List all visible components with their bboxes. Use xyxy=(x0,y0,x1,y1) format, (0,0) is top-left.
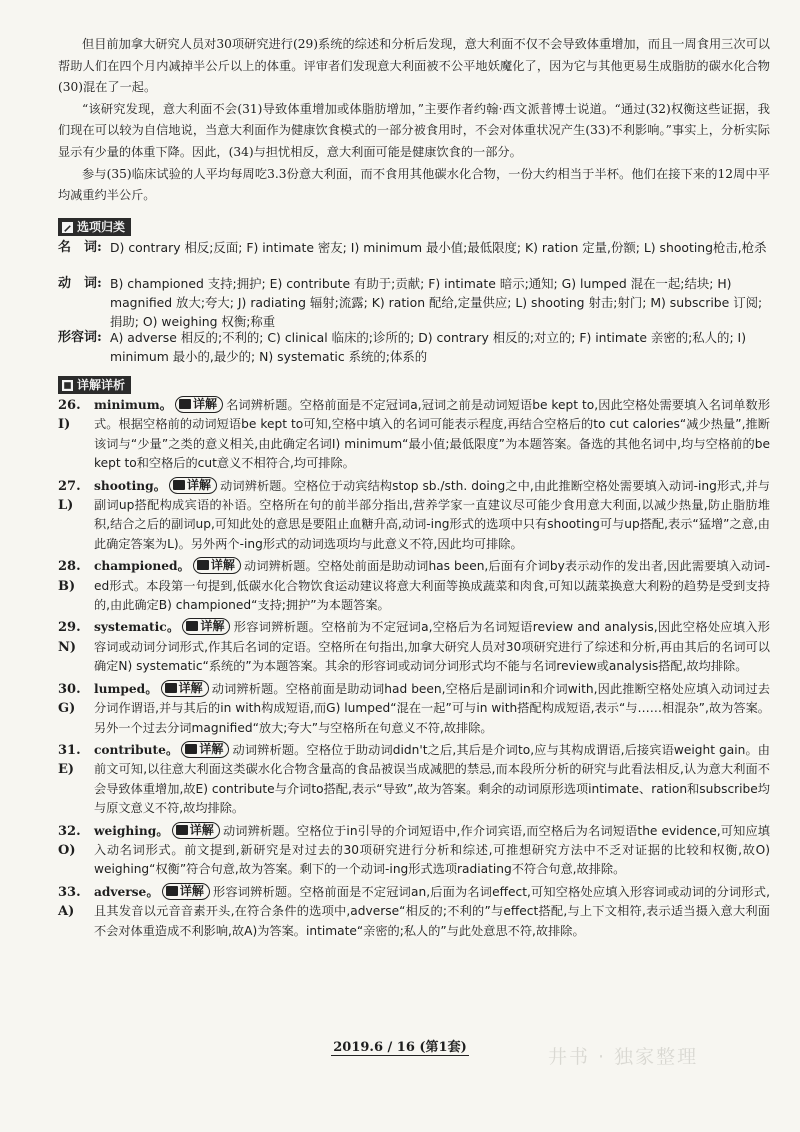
folder-icon xyxy=(176,825,188,835)
answer-word: contribute。 xyxy=(94,742,179,757)
answer-explanation: 动词辨析题。空格位于助动词didn't之后,其后是介词to,应与其构成谓语,后接宾语weight gain。由前文可知,以往意大利面这类碳水化合物含量高的食品被误当成减肥的禁忌,而本段所分析的研究与此看法相反,认为意大利面不会导致体重增加,故E) contribute与介词to搭配,表示“导致”,故为答案。剩余的动词原形选项intimate、ration和subscribe均与原文意义不符,故均排除。 xyxy=(94,742,770,816)
explain-tag: 详解 xyxy=(162,883,210,900)
explain-tag: 详解 xyxy=(169,477,217,494)
answer-explanation: 形容词辨析题。空格前为不定冠词a,空格后为名词短语review and analysis,因此空格处应填入形容词或动词分词形式,作其后名词的定语。空格所在句指出,加拿大研究人员对30项研究进行了综述和分析,再由其后的名词可以确定N) systematic“系统的”为本题答案。其余的形容词或动词分词形式均不能与名词review或analysis搭配,故均排除。 xyxy=(94,620,770,674)
answer-explanation: 形容词辨析题。空格前面是不定冠词an,后面为名词effect,可知空格处应填入形容词或动词的分词形式,且其发音以元音音素开头,在符合条件的选项中,adverse“相反的;不利的”与effect搭配,与上下文相符,表示适当摄入意大利面不会对体重造成不利影响,故A)为答案。intimate“亲密的;私人的”与此处意思不符,故排除。 xyxy=(94,884,771,938)
answer-number: 26. I) xyxy=(58,398,81,433)
answer-number: 31. E) xyxy=(58,742,81,778)
answer-explanation: 动词辨析题。空格处前面是助动词has been,后面有介词by表示动作的发出者,因此需要填入动词-ed形式。本段第一句提到,低碳水化合物饮食运动建议将意大利面等换成蔬菜和肉食,可知以蔬菜换意大利粉的趋势是受到支持的,由此确定B) championed“支持;拥护”为本题答案。 xyxy=(94,559,771,613)
explain-tag: 详解 xyxy=(182,618,230,635)
explain-tag: 详解 xyxy=(181,741,229,758)
watermark-text: 井书 · 独家整理 xyxy=(548,1046,699,1068)
answer-item xyxy=(58,477,770,555)
answer-word: shooting。 xyxy=(94,478,167,493)
explain-tag: 详解 xyxy=(172,822,220,839)
folder-icon xyxy=(197,560,209,570)
answer-explanation: 动词辨析题。空格位于动宾结构stop sb./sth. doing之中,由此推断空格处需要填入动词-ing形式,并与副词up搭配构成宾语的补语。空格所在句的前半部分指出,营养学家一直建议尽可能少食用意大利面,以减少热量,防止脂肪堆积,结合之后的副词up,可知此处的意思是要阻止血糖升高,动词-ing形式的选项中只有shooting可与up搭配,表示“猛增”之意,由此确定答案为L)。另外两个-ing形式的动词选项均与此意义不符,因此均可排除。 xyxy=(94,478,770,551)
answer-item xyxy=(58,618,770,676)
answer-number: 30. G) xyxy=(58,681,81,717)
answer-item xyxy=(58,741,770,819)
category-text: A) adverse 相反的;不利的; C) clinical 临床的;诊所的; D) contrary 相反的;对立的; F) intimate 亲密的;私人的; I) minimum 最小的,最少的; N) systematic 系统的;体系的 xyxy=(110,330,747,365)
answer-explanation: 动词辨析题。空格前面是助动词had been,空格后是副词in和介词with,因此推断空格处应填入动词过去分词作谓语,并与其后的in with构成短语,而G) lumped“混在一起”可与in with搭配构成短语,表示“与……相混杂”,故为答案。另外一个过去分词magnified“放大;夸大”与空格所在句意义不符,故排除。 xyxy=(94,681,770,735)
passage-paragraph: “该研究发现，意大利面不会(31)导致体重增加或体脂肪增加，”主要作者约翰·西文派普博士说道。“通过(32)权衡这些证据，我们现在可以较为自信地说，当意大利面作为健康饮食模式的一部分被食用时，不会对体重状况产生(33)不利影响。”事实上，分析实际显示有少量的体重下降。因此，(34)与担忧相反，意大利面可能是健康饮食的一部分。 xyxy=(58,101,770,159)
category-label: 形容词: xyxy=(58,330,102,345)
category-adjective xyxy=(58,328,770,366)
section-title: 详解详析 xyxy=(77,378,126,392)
folder-icon xyxy=(173,480,185,490)
folder-icon xyxy=(166,886,178,896)
answer-word: adverse。 xyxy=(94,884,159,899)
answer-number: 28. B) xyxy=(58,559,81,594)
folder-icon xyxy=(185,744,197,754)
answer-explanation: 名词辨析题。空格前面是不定冠词a,冠词之前是动词短语be kept to,因此空格处需要填入名词单数形式。根据空格前的动词短语be kept to可知,空格中填入的名词可能表示程度,再结合空格后的to cut calories“减少热量”,推断该词与“少量”之类的意义相关,由此确定名词I) minimum“最小值;最低限度”为本题答案。备选的其他名词中,均与空格前的be kept to和空格后的cut意义不相符合,均可排除。 xyxy=(94,398,771,471)
category-label: 名 词: xyxy=(58,240,102,255)
answer-number: 33. A) xyxy=(58,884,81,920)
category-verb xyxy=(58,274,770,332)
answer-item xyxy=(58,822,770,880)
explain-tag: 详解 xyxy=(193,557,241,574)
answer-word: championed。 xyxy=(94,559,190,574)
explain-tag: 详解 xyxy=(175,396,223,413)
footer-date-page: 2019.6 / 16 (第1套) xyxy=(333,1040,467,1055)
folder-icon xyxy=(179,399,191,409)
section-header-options xyxy=(58,218,131,236)
category-text: B) championed 支持;拥护; E) contribute 有助于;贡献; F) intimate 暗示;通知; G) lumped 混在一起;结块; H) magnified 放大;夸大; J) radiating 辐射;流露; K) ration 配给,定量供应; L) shooting 射击;射门; M) subscribe 订阅;捐助; O) weighing 权衡;称重 xyxy=(110,276,763,330)
answer-explanation: 动词辨析题。空格位于in引导的介词短语中,作介词宾语,而空格后为名词短语the evidence,可知应填入动名词形式。前文提到,新研究是对过去的30项研究进行分析和综述,可推想研究方法中不乏对证据的比较和权衡,故O) weighing“权衡”符合句意,故为答案。剩下的一个动词-ing形式选项radiating不符合句意,故排除。 xyxy=(94,823,770,877)
book-icon xyxy=(62,380,73,391)
answer-item xyxy=(58,883,770,941)
answer-word: minimum。 xyxy=(94,398,173,412)
answer-number: 27. L) xyxy=(58,478,81,514)
answer-item xyxy=(58,557,770,615)
answer-word: weighing。 xyxy=(94,823,169,838)
answer-word: systematic。 xyxy=(94,620,180,635)
answer-list xyxy=(58,396,770,944)
answer-word: lumped。 xyxy=(94,681,158,696)
explain-tag: 详解 xyxy=(161,680,209,697)
passage-paragraph: 参与(35)临床试验的人平均每周吃3.3份意大利面，而不食用其他碳水化合物，一份大约相当于半杯。他们在接下来的12周中平均减重约半公斤。 xyxy=(58,166,770,203)
folder-icon xyxy=(186,621,198,631)
passage-translation xyxy=(58,34,770,207)
section-title: 选项归类 xyxy=(77,220,126,234)
answer-number: 29. N) xyxy=(58,620,81,655)
section-header-explanations xyxy=(58,376,131,394)
passage-paragraph: 但目前加拿大研究人员对30项研究进行(29)系统的综述和分析后发现，意大利面不仅不会导致体重增加，而且一周食用三次可以帮助人们在四个月内减掉半公斤以上的体重。评审者们发现意大利面被不公平地妖魔化了，因为它与其他更易生成脂肪的碳水化合物(30)混在了一起。 xyxy=(58,37,770,95)
folder-icon xyxy=(165,683,177,693)
answer-number: 32. O) xyxy=(58,823,81,858)
category-text: D) contrary 相反;反面; F) intimate 密友; I) minimum 最小值;最低限度; K) ration 定量,份额; L) shooting枪击,枪杀 xyxy=(110,240,767,255)
category-noun xyxy=(58,238,770,257)
page-footer xyxy=(0,1036,800,1055)
answer-item xyxy=(58,680,770,738)
answer-item xyxy=(58,396,770,474)
pencil-icon xyxy=(62,222,73,233)
category-label: 动 词: xyxy=(58,276,102,291)
